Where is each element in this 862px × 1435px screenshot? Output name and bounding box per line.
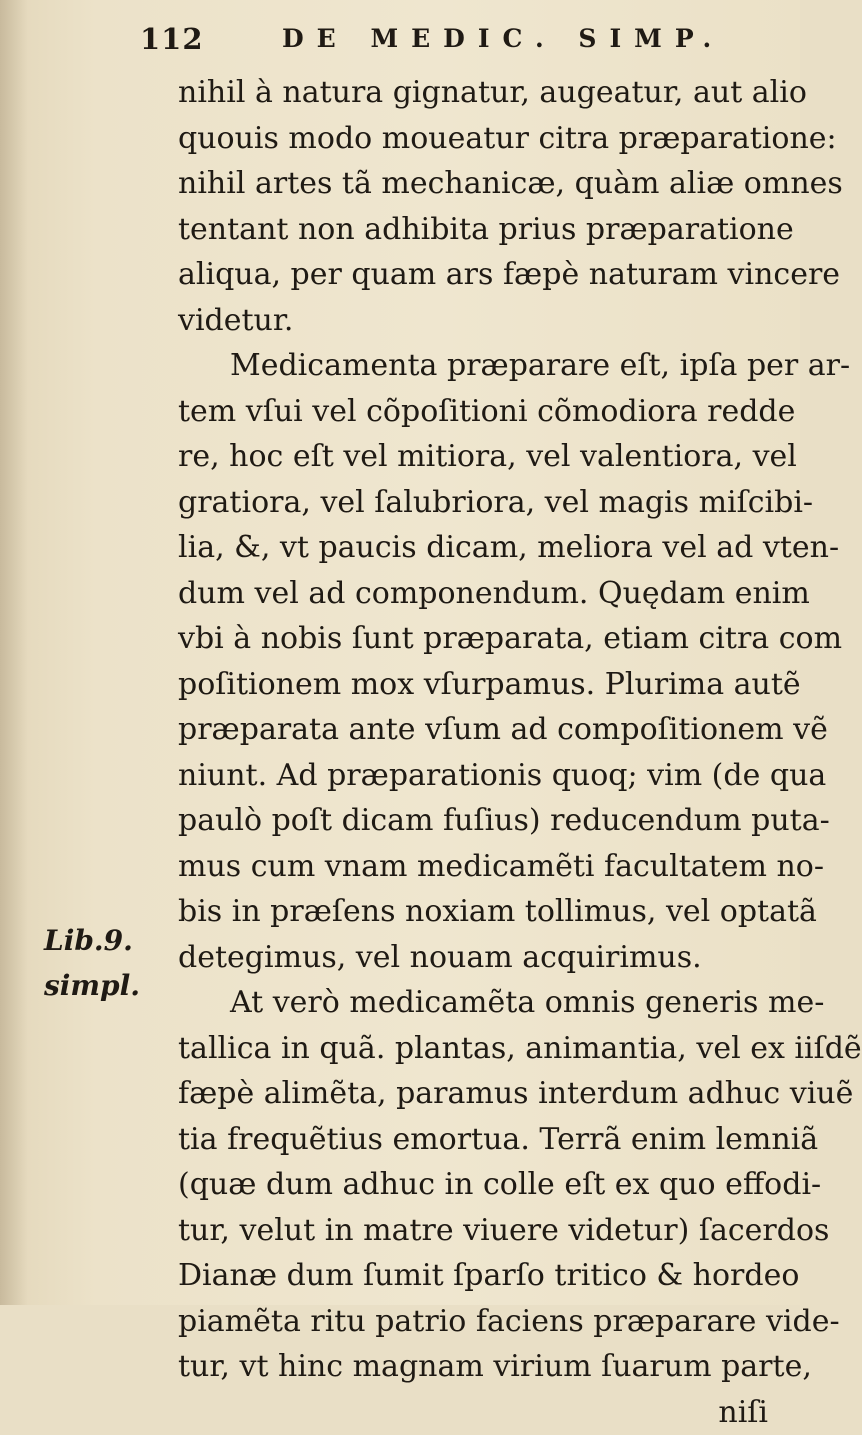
margin-note-line: Lib.9. (44, 918, 140, 963)
text-line: gratiora, vel ſalubriora, vel magis miſcibi- (178, 480, 778, 526)
catchword: niſi (178, 1390, 778, 1435)
text-line: Dianæ dum ſumit ſparſo tritico & hordeo (178, 1253, 778, 1299)
running-head: DE MEDIC. SIMP. (282, 24, 724, 53)
text-line: paulò poſt dicam fuſius) reducendum puta- (178, 798, 778, 844)
text-line: piamẽta ritu patrio faciens præparare vide- (178, 1299, 778, 1345)
text-line: tia frequẽtius emortua. Terrã enim lemniã (178, 1117, 778, 1163)
margin-note (44, 918, 140, 1008)
text-line: præparata ante vſum ad compoſitionem vẽ (178, 707, 778, 753)
paragraph-start-line: Medicamenta præparare eſt, ipſa per ar- (178, 343, 778, 389)
text-line: niunt. Ad præparationis quoq; vim (de qua (178, 753, 778, 799)
text-line: fæpè alimẽta, paramus interdum adhuc viuẽ (178, 1071, 778, 1117)
paragraph-start-line: At verò medicamẽta omnis generis me- (178, 980, 778, 1026)
text-line: quouis modo moueatur citra præparatione: (178, 116, 778, 162)
page-header (0, 22, 800, 62)
body-text (178, 70, 778, 1435)
margin-note-line: simpl. (44, 963, 140, 1008)
text-line: lia, &, vt paucis dicam, meliora vel ad vten- (178, 525, 778, 571)
text-line: dum vel ad componendum. Quędam enim (178, 571, 778, 617)
text-line: poſitionem mox vſurpamus. Plurima autẽ (178, 662, 778, 708)
text-line: vbi à nobis ſunt præparata, etiam citra com (178, 616, 778, 662)
text-line: tur, velut in matre viuere videtur) ſacerdos (178, 1208, 778, 1254)
text-line: aliqua, per quam ars fæpè naturam vincere (178, 252, 778, 298)
text-line: tem vſui vel cõpoſitioni cõmodiora redde (178, 389, 778, 435)
text-line: bis in præſens noxiam tollimus, vel optatã (178, 889, 778, 935)
text-line: (quæ dum adhuc in colle eſt ex quo effodi- (178, 1162, 778, 1208)
text-line: detegimus, vel nouam acquirimus. (178, 935, 778, 981)
text-line: videtur. (178, 298, 778, 344)
text-line: nihil artes tã mechanicæ, quàm aliæ omnes (178, 161, 778, 207)
text-line: tallica in quã. plantas, animantia, vel ex iiſdẽ (178, 1026, 778, 1072)
page-number: 112 (140, 22, 204, 56)
page-edge-shadow (0, 0, 28, 1305)
text-line: tur, vt hinc magnam virium ſuarum parte, (178, 1344, 778, 1390)
text-line: nihil à natura gignatur, augeatur, aut alio (178, 70, 778, 116)
text-line: tentant non adhibita prius præparatione (178, 207, 778, 253)
text-line: mus cum vnam medicamẽti facultatem no- (178, 844, 778, 890)
text-line: re, hoc eſt vel mitiora, vel valentiora, vel (178, 434, 778, 480)
